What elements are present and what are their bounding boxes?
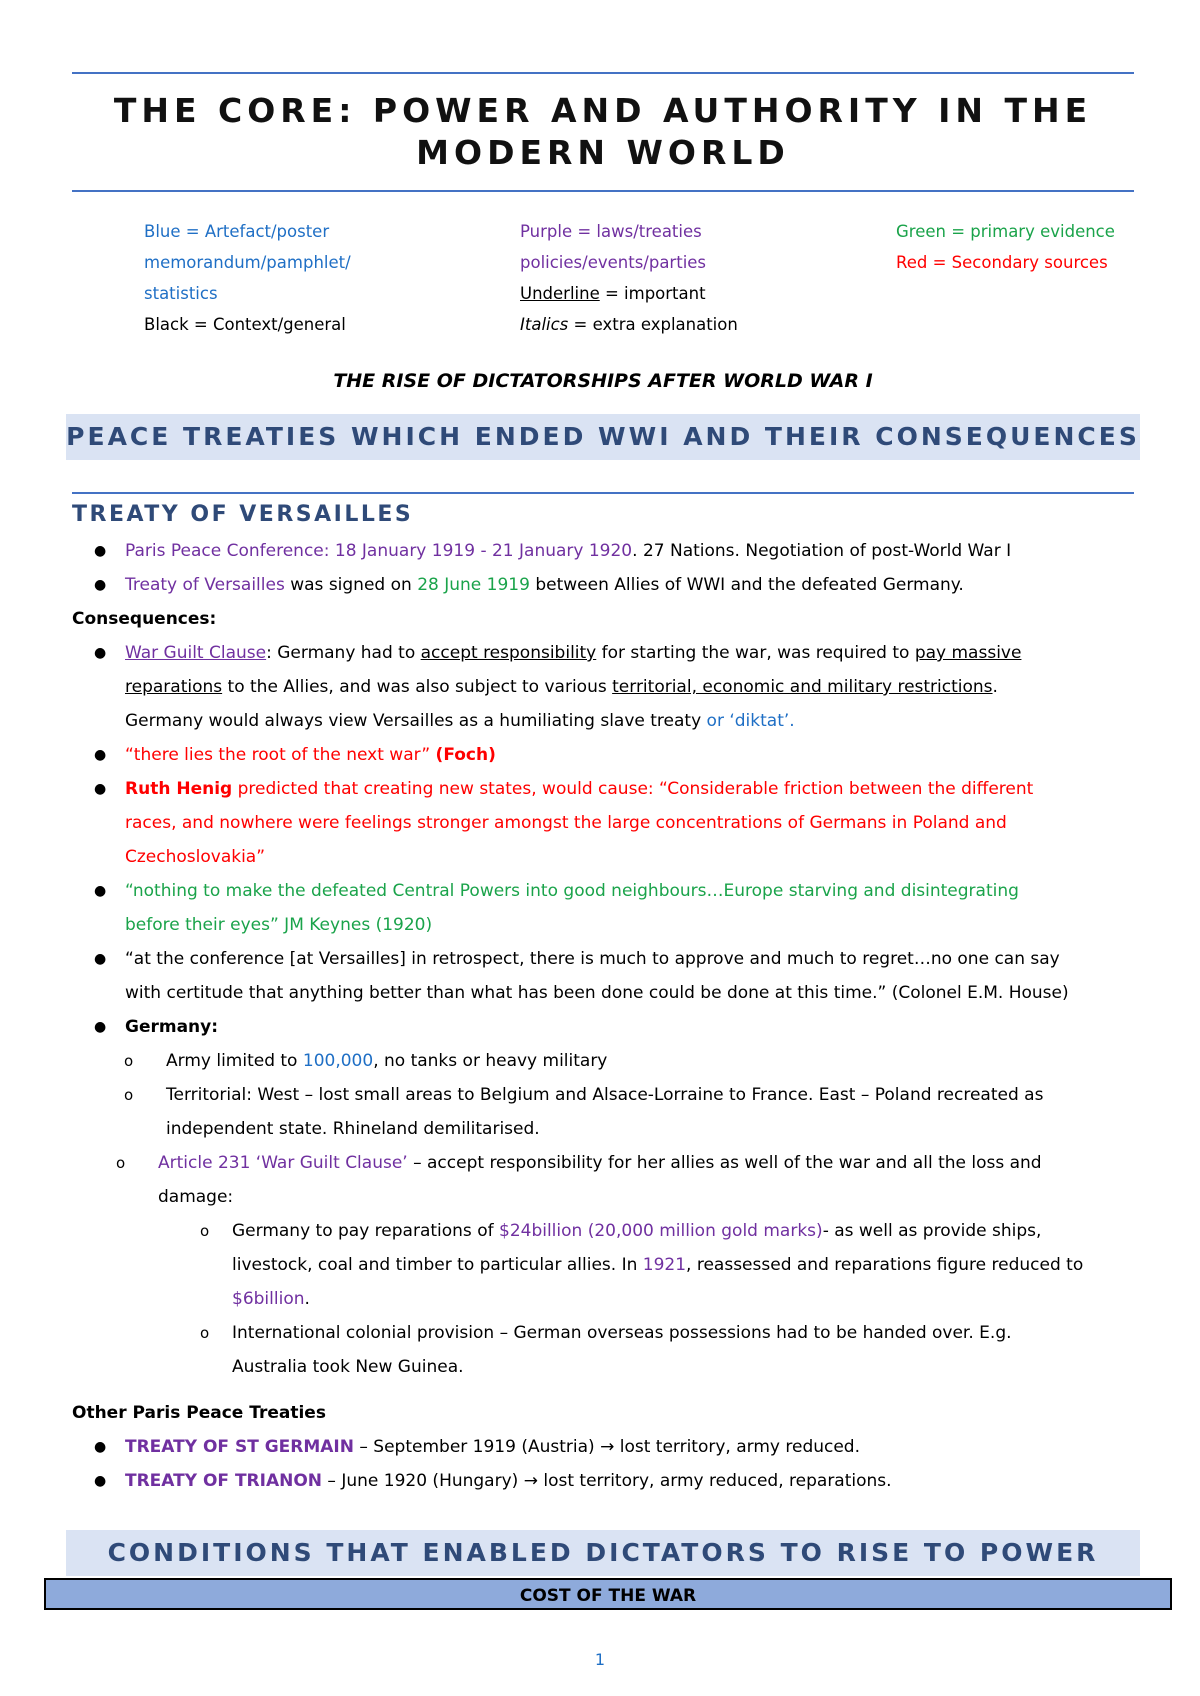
text: races, and nowhere were feelings stronger amongst the large concentrations of Germans in Poland and <box>125 813 1007 833</box>
diktat-text: or ‘diktat’. <box>701 711 795 731</box>
bullet-dot-icon: ● <box>94 1019 107 1035</box>
year-1921: 1921 <box>642 1255 687 1275</box>
text: Territorial: West – lost small areas to Belgium and Alsace-Lorraine to France. East – Poland recreated as <box>166 1085 1044 1105</box>
circle-o-icon: o <box>200 1324 210 1342</box>
spacer <box>72 1384 1140 1396</box>
legend-purple-1: Purple = laws/treaties <box>520 222 702 241</box>
underlined-text: territorial, economic and military restrictions <box>612 677 993 697</box>
right-arrow-icon: → <box>600 1437 615 1457</box>
text: Germany would always view Versailles as a humiliating slave treaty <box>125 711 702 731</box>
text: . <box>304 1289 310 1309</box>
conference-dates: Paris Peace Conference: 18 January 1919 - 21 January 1920 <box>125 541 633 561</box>
foch-author: (Foch) <box>435 745 496 765</box>
legend-italics-rest: = extra explanation <box>568 315 738 334</box>
text: – September 1919 (Austria) <box>354 1437 601 1457</box>
text: Army limited to <box>166 1051 303 1071</box>
keynes-quote: “nothing to make the defeated Central Powers into good neighbours…Europe starving and disintegrating <box>125 881 1019 901</box>
text: Australia took New Guinea. <box>232 1357 464 1377</box>
circle-o-icon: o <box>200 1222 210 1240</box>
text: predicted that creating new states, would cause: “Considerable friction between the different <box>232 779 1034 799</box>
army-number: 100,000 <box>302 1051 374 1071</box>
list-item <box>72 738 1140 772</box>
page-number: 1 <box>594 1650 606 1669</box>
text: Czechoslovakia” <box>125 847 266 867</box>
circle-o-icon: o <box>124 1052 134 1070</box>
legend-col-1 <box>144 216 351 340</box>
henig-name: Ruth Henig <box>125 779 233 799</box>
legend-black: Black = Context/general <box>144 315 346 334</box>
list-item <box>72 1464 1140 1498</box>
house-quote: with certitude that anything better than what has been done could be done at this time.” (Colonel E.M. House) <box>125 983 1069 1003</box>
text: to the Allies, and was also subject to various <box>222 677 613 697</box>
text: . <box>992 677 998 697</box>
list-item <box>72 1214 1140 1316</box>
cost-of-war-header: COST OF THE WAR <box>44 1578 1172 1610</box>
page-title <box>72 90 1134 174</box>
list-item <box>72 1044 1140 1078</box>
consequences-label: Consequences: <box>72 609 217 629</box>
legend-col-3 <box>896 216 1115 278</box>
treaty-st-germain: TREATY OF ST GERMAIN <box>125 1437 354 1457</box>
title-line-2: MODERN WORLD <box>416 133 790 172</box>
list-item <box>72 568 1140 602</box>
text: livestock, coal and timber to particular allies. In <box>232 1255 643 1275</box>
circle-o-icon: o <box>116 1154 126 1172</box>
text: Germany to pay reparations of <box>232 1221 499 1241</box>
list-item <box>72 1146 1140 1214</box>
legend-underline-rest: = important <box>599 284 706 303</box>
circle-o-icon: o <box>124 1086 134 1104</box>
legend-blue-2: memorandum/pamphlet/ <box>144 253 351 272</box>
list-item <box>72 772 1140 874</box>
legend-blue-1: Blue = Artefact/poster <box>144 222 330 241</box>
text: – accept responsibility for her allies as well of the war and all the loss and <box>407 1153 1042 1173</box>
bullet-dot-icon: ● <box>94 747 107 763</box>
text: lost territory, army reduced. <box>614 1437 861 1457</box>
heading-treaty-of-versailles: TREATY OF VERSAILLES <box>72 502 414 527</box>
legend-blue-3: statistics <box>144 284 218 303</box>
legend-purple-2: policies/events/parties <box>520 253 707 272</box>
other-treaties-label: Other Paris Peace Treaties <box>72 1403 326 1423</box>
list-item <box>72 874 1140 942</box>
keynes-quote: before their eyes” JM Keynes (1920) <box>125 915 433 935</box>
germany-label: Germany: <box>125 1017 219 1037</box>
title-line-1: THE CORE: POWER AND AUTHORITY IN THE <box>113 91 1093 130</box>
text: for starting the war, was required to <box>596 643 915 663</box>
list-item <box>72 534 1140 568</box>
legend-italics <box>520 309 738 340</box>
bullet-dot-icon: ● <box>94 577 107 593</box>
war-guilt-link: War Guilt Clause <box>125 643 267 663</box>
bullet-dot-icon: ● <box>94 543 107 559</box>
bullet-dot-icon: ● <box>94 951 107 967</box>
underlined-text: reparations <box>125 677 223 697</box>
main-content <box>72 534 1140 1498</box>
underlined-text: accept responsibility <box>420 643 597 663</box>
reparations-amount: $24billion (20,000 million gold marks) <box>499 1221 823 1241</box>
text: International colonial provision – German overseas possessions had to be handed over. E.g. <box>232 1323 1012 1343</box>
text: between Allies of WWI and the defeated Germany. <box>529 575 964 595</box>
legend-underline <box>520 278 738 309</box>
list-item <box>72 1430 1140 1464</box>
treaty-trianon: TREATY OF TRIANON <box>125 1471 323 1491</box>
bullet-dot-icon: ● <box>94 781 107 797</box>
legend-green: Green = primary evidence <box>896 222 1115 241</box>
text: was signed on <box>284 575 418 595</box>
legend-red: Red = Secondary sources <box>896 253 1108 272</box>
house-quote: “at the conference [at Versailles] in retrospect, there is much to approve and much to regret…no one can say <box>125 949 1060 969</box>
signing-date: 28 June 1919 <box>417 575 530 595</box>
section-subtitle: THE RISE OF DICTATORSHIPS AFTER WORLD WAR I <box>333 370 873 392</box>
text: , no tanks or heavy military <box>373 1051 608 1071</box>
top-rule <box>72 72 1134 74</box>
list-item <box>72 1078 1140 1146</box>
right-arrow-icon: → <box>523 1471 538 1491</box>
legend-col-2 <box>520 216 738 340</box>
text: damage: <box>158 1187 234 1207</box>
bullet-dot-icon: ● <box>94 1473 107 1489</box>
treaty-name: Treaty of Versailles <box>125 575 285 595</box>
text: - as well as provide ships, <box>822 1221 1042 1241</box>
bullet-dot-icon: ● <box>94 883 107 899</box>
list-item <box>72 1316 1140 1384</box>
band-conditions: CONDITIONS THAT ENABLED DICTATORS TO RISE TO POWER <box>66 1530 1140 1576</box>
article-231: Article 231 ‘War Guilt Clause’ <box>158 1153 408 1173</box>
text: , reassessed and reparations figure reduced to <box>686 1255 1084 1275</box>
foch-quote: “there lies the root of the next war” <box>125 745 436 765</box>
bullet-dot-icon: ● <box>94 1439 107 1455</box>
reduced-amount: $6billion <box>232 1289 305 1309</box>
title-bottom-rule <box>72 190 1134 192</box>
list-item <box>72 636 1140 738</box>
section-rule <box>72 492 1134 494</box>
text: – June 1920 (Hungary) <box>322 1471 524 1491</box>
text: lost territory, army reduced, reparations. <box>537 1471 892 1491</box>
list-item <box>72 942 1140 1010</box>
list-item <box>72 1010 1140 1044</box>
text: independent state. Rhineland demilitarised. <box>166 1119 540 1139</box>
text: : Germany had to <box>266 643 421 663</box>
legend-italics-word: Italics <box>520 315 569 334</box>
legend-underline-word: Underline <box>520 284 600 303</box>
band-peace-treaties: PEACE TREATIES WHICH ENDED WWI AND THEIR CONSEQUENCES <box>66 414 1140 460</box>
conference-text: . 27 Nations. Negotiation of post-World War I <box>632 541 1012 561</box>
bullet-dot-icon: ● <box>94 645 107 661</box>
underlined-text: pay massive <box>914 643 1022 663</box>
